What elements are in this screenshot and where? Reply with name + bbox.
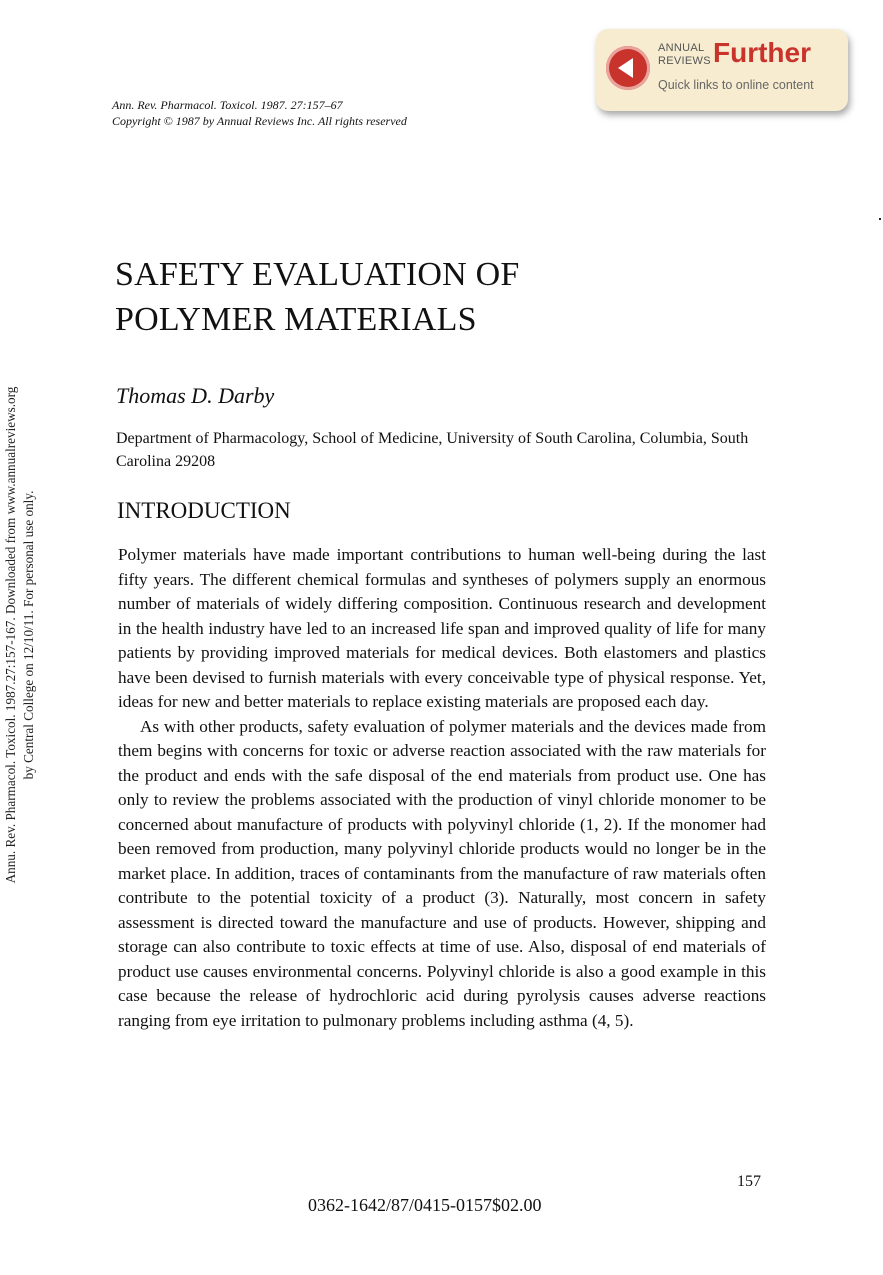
author-name: Thomas D. Darby (116, 383, 275, 408)
article-code: 0362-1642/87/0415-0157$02.00 (308, 1195, 542, 1215)
stray-mark (879, 218, 881, 220)
paragraph: As with other products, safety evaluation of polymer materials and the devices made from them begins with concerns for toxic or adverse reaction associated with the raw materials for the product and ends with the safe disposal of the end materials from product use. One has only to review the problems associated with the production of vinyl chloride monomer to be concerned about manufacture of products with polyvinyl chloride (1, 2). If the monomer had been removed from production, many polyvinyl chloride products would no longer be in the market place. In addition, traces of contaminants from the manufacture of raw materials often contribute to the potential toxicity of a product (3). Naturally, most concern in safety assessment is directed toward the manufacture and use of products. However, shipping and storage can also contribute to toxic effects at time of use. Also, disposal of end materials of product use causes environmental concerns. Polyvinyl chloride is also a good example in this case because the release of hydrochloric acid during pyrolysis causes adverse reactions ranging from eye irritation to pulmonary problems including asthma (4, 5). (118, 716, 766, 1030)
badge-further-label: Further (713, 37, 811, 68)
paragraph: Polymer materials have made important contributions to human well-being during the last fifty years. The different chemical formulas and syntheses of polymers supply an enormous number of materials of widely differing composition. Continuous research and development in the health industry have led to an increased life span and improved quality of life for many patients by providing improved materials for medical devices. Both elastomers and plastics have been devised to furnish materials with every conceivable type of physical response. Yet, ideas for new and better materials to replace existing materials are proposed each day. (118, 545, 766, 711)
badge-annual-label: ANNUAL (658, 42, 705, 54)
badge-reviews-label: REVIEWS (658, 55, 711, 67)
journal-citation (112, 97, 407, 129)
page-number: 157 (737, 1173, 761, 1190)
author-affiliation: Department of Pharmacology, School of Medicine, University of South Carolina, Columbia, South Carolina 29208 (116, 430, 749, 470)
citation-line-2: Copyright © 1987 by Annual Reviews Inc. All rights reserved (112, 114, 407, 128)
section-heading: INTRODUCTION (117, 498, 291, 523)
title-line-1: SAFETY EVALUATION OF (115, 256, 520, 293)
badge-subtitle: Quick links to online content (658, 78, 814, 92)
citation-line-1: Ann. Rev. Pharmacol. Toxicol. 1987. 27:157–67 (112, 98, 343, 112)
title-line-2: POLYMER MATERIALS (115, 301, 477, 338)
download-notice-line-1: Annu. Rev. Pharmacol. Toxicol. 1987.27:157-167. Downloaded from www.annualreviews.org (3, 386, 18, 884)
article-body (118, 543, 766, 1033)
further-links-badge[interactable] (596, 29, 848, 111)
download-notice-line-2: by Central College on 12/10/11. For personal use only. (21, 490, 36, 780)
download-notice (2, 315, 42, 955)
article-title (115, 252, 519, 342)
back-arrow-circle-icon (606, 46, 650, 90)
